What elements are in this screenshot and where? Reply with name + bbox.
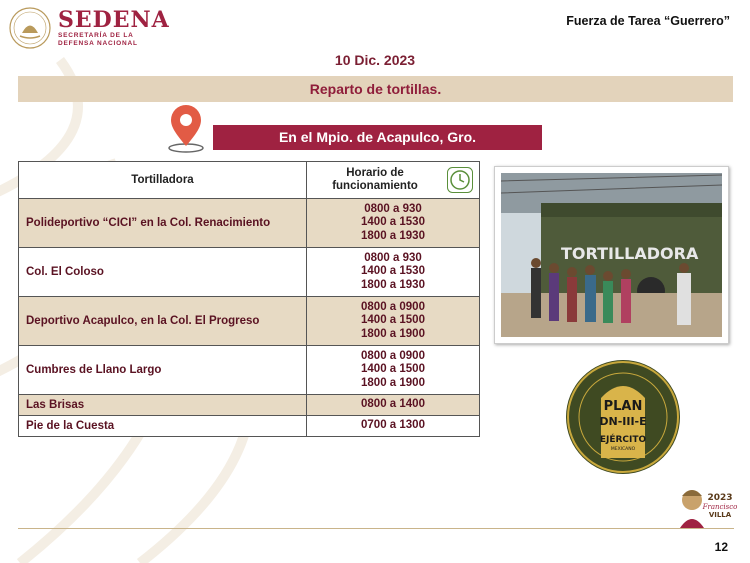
francisco-villa-2023-logo <box>678 482 742 530</box>
tortilladora-name: Pie de la Cuesta <box>19 416 307 437</box>
truck-photo-illustration <box>501 173 722 337</box>
table-row <box>19 346 480 395</box>
schedule-hours <box>307 297 480 346</box>
seal-line3: EJÉRCITO <box>599 435 647 445</box>
sedena-brand <box>58 8 170 48</box>
tortilladora-name: Las Brisas <box>19 395 307 416</box>
section-banner: Reparto de tortillas. <box>18 76 733 102</box>
tortilladora-name: Deportivo Acapulco, en la Col. El Progreso <box>19 297 307 346</box>
hours-slot: 0800 a 930 <box>364 202 422 215</box>
clock-icon <box>447 167 473 193</box>
truck-label: TORTILLADORA <box>561 244 699 263</box>
schedule-hours: 0700 a 1300 <box>307 416 480 437</box>
task-force-title: Fuerza de Tarea “Guerrero” <box>566 14 730 28</box>
municipality-banner: En el Mpio. de Acapulco, Gro. <box>213 125 542 150</box>
hours-slot: 1800 a 1900 <box>361 376 425 389</box>
hours-header-line1: Horario de <box>346 167 404 179</box>
hours-slot: 1800 a 1900 <box>361 327 425 340</box>
hours-slot: 1400 a 1500 <box>361 314 425 327</box>
table-row <box>19 395 480 416</box>
tortilladora-name: Cumbres de Llano Largo <box>19 346 307 395</box>
schedule-hours <box>307 346 480 395</box>
hours-header-line2: funcionamiento <box>332 180 418 192</box>
table-row <box>19 416 480 437</box>
hours-slot: 1800 a 1930 <box>361 229 425 242</box>
tortilla-schedule-table <box>18 161 480 437</box>
brand-sub-2: DEFENSA NACIONAL <box>58 40 138 47</box>
schedule-hours <box>307 199 480 248</box>
tortilladora-name: Col. El Coloso <box>19 248 307 297</box>
location-pin-icon <box>166 104 206 154</box>
table-row <box>19 248 480 297</box>
seal-line4: MEXICANO <box>610 447 636 452</box>
villa-year: 2023 <box>707 493 733 503</box>
hours-slot: 0800 a 0900 <box>361 300 425 313</box>
report-date: 10 Dic. 2023 <box>334 52 416 68</box>
schedule-hours: 0800 a 1400 <box>307 395 480 416</box>
schedule-hours <box>307 248 480 297</box>
brand-sub-1: SECRETARÍA DE LA <box>58 32 134 39</box>
footer-divider <box>18 528 734 529</box>
page-number: 12 <box>714 540 728 554</box>
hours-slot: 1400 a 1530 <box>361 216 425 229</box>
tortilladora-name: Polideportivo “CICI” en la Col. Renacimiento <box>19 199 307 248</box>
table-header-row <box>19 162 480 199</box>
plan-dn-iii-e-seal-icon <box>563 358 683 476</box>
seal-line2: DN-III-E <box>599 415 647 428</box>
hours-slot: 0800 a 930 <box>364 251 422 264</box>
mexico-coat-of-arms-logo <box>8 6 52 50</box>
table-row <box>19 297 480 346</box>
hours-slot: 1800 a 1930 <box>361 278 425 291</box>
villa-name2: VILLA <box>708 511 732 519</box>
table-row <box>19 199 480 248</box>
tortilladora-truck-photo <box>494 166 729 344</box>
villa-name1: Francisco <box>702 503 738 511</box>
column-header-tortilladora: Tortilladora <box>19 162 307 199</box>
hours-slot: 1400 a 1500 <box>361 363 425 376</box>
seal-line1: PLAN <box>603 399 643 414</box>
column-header-hours <box>307 162 480 199</box>
hours-slot: 0800 a 0900 <box>361 349 425 362</box>
brand-name: SEDENA <box>58 7 170 33</box>
hours-slot: 1400 a 1530 <box>361 265 425 278</box>
